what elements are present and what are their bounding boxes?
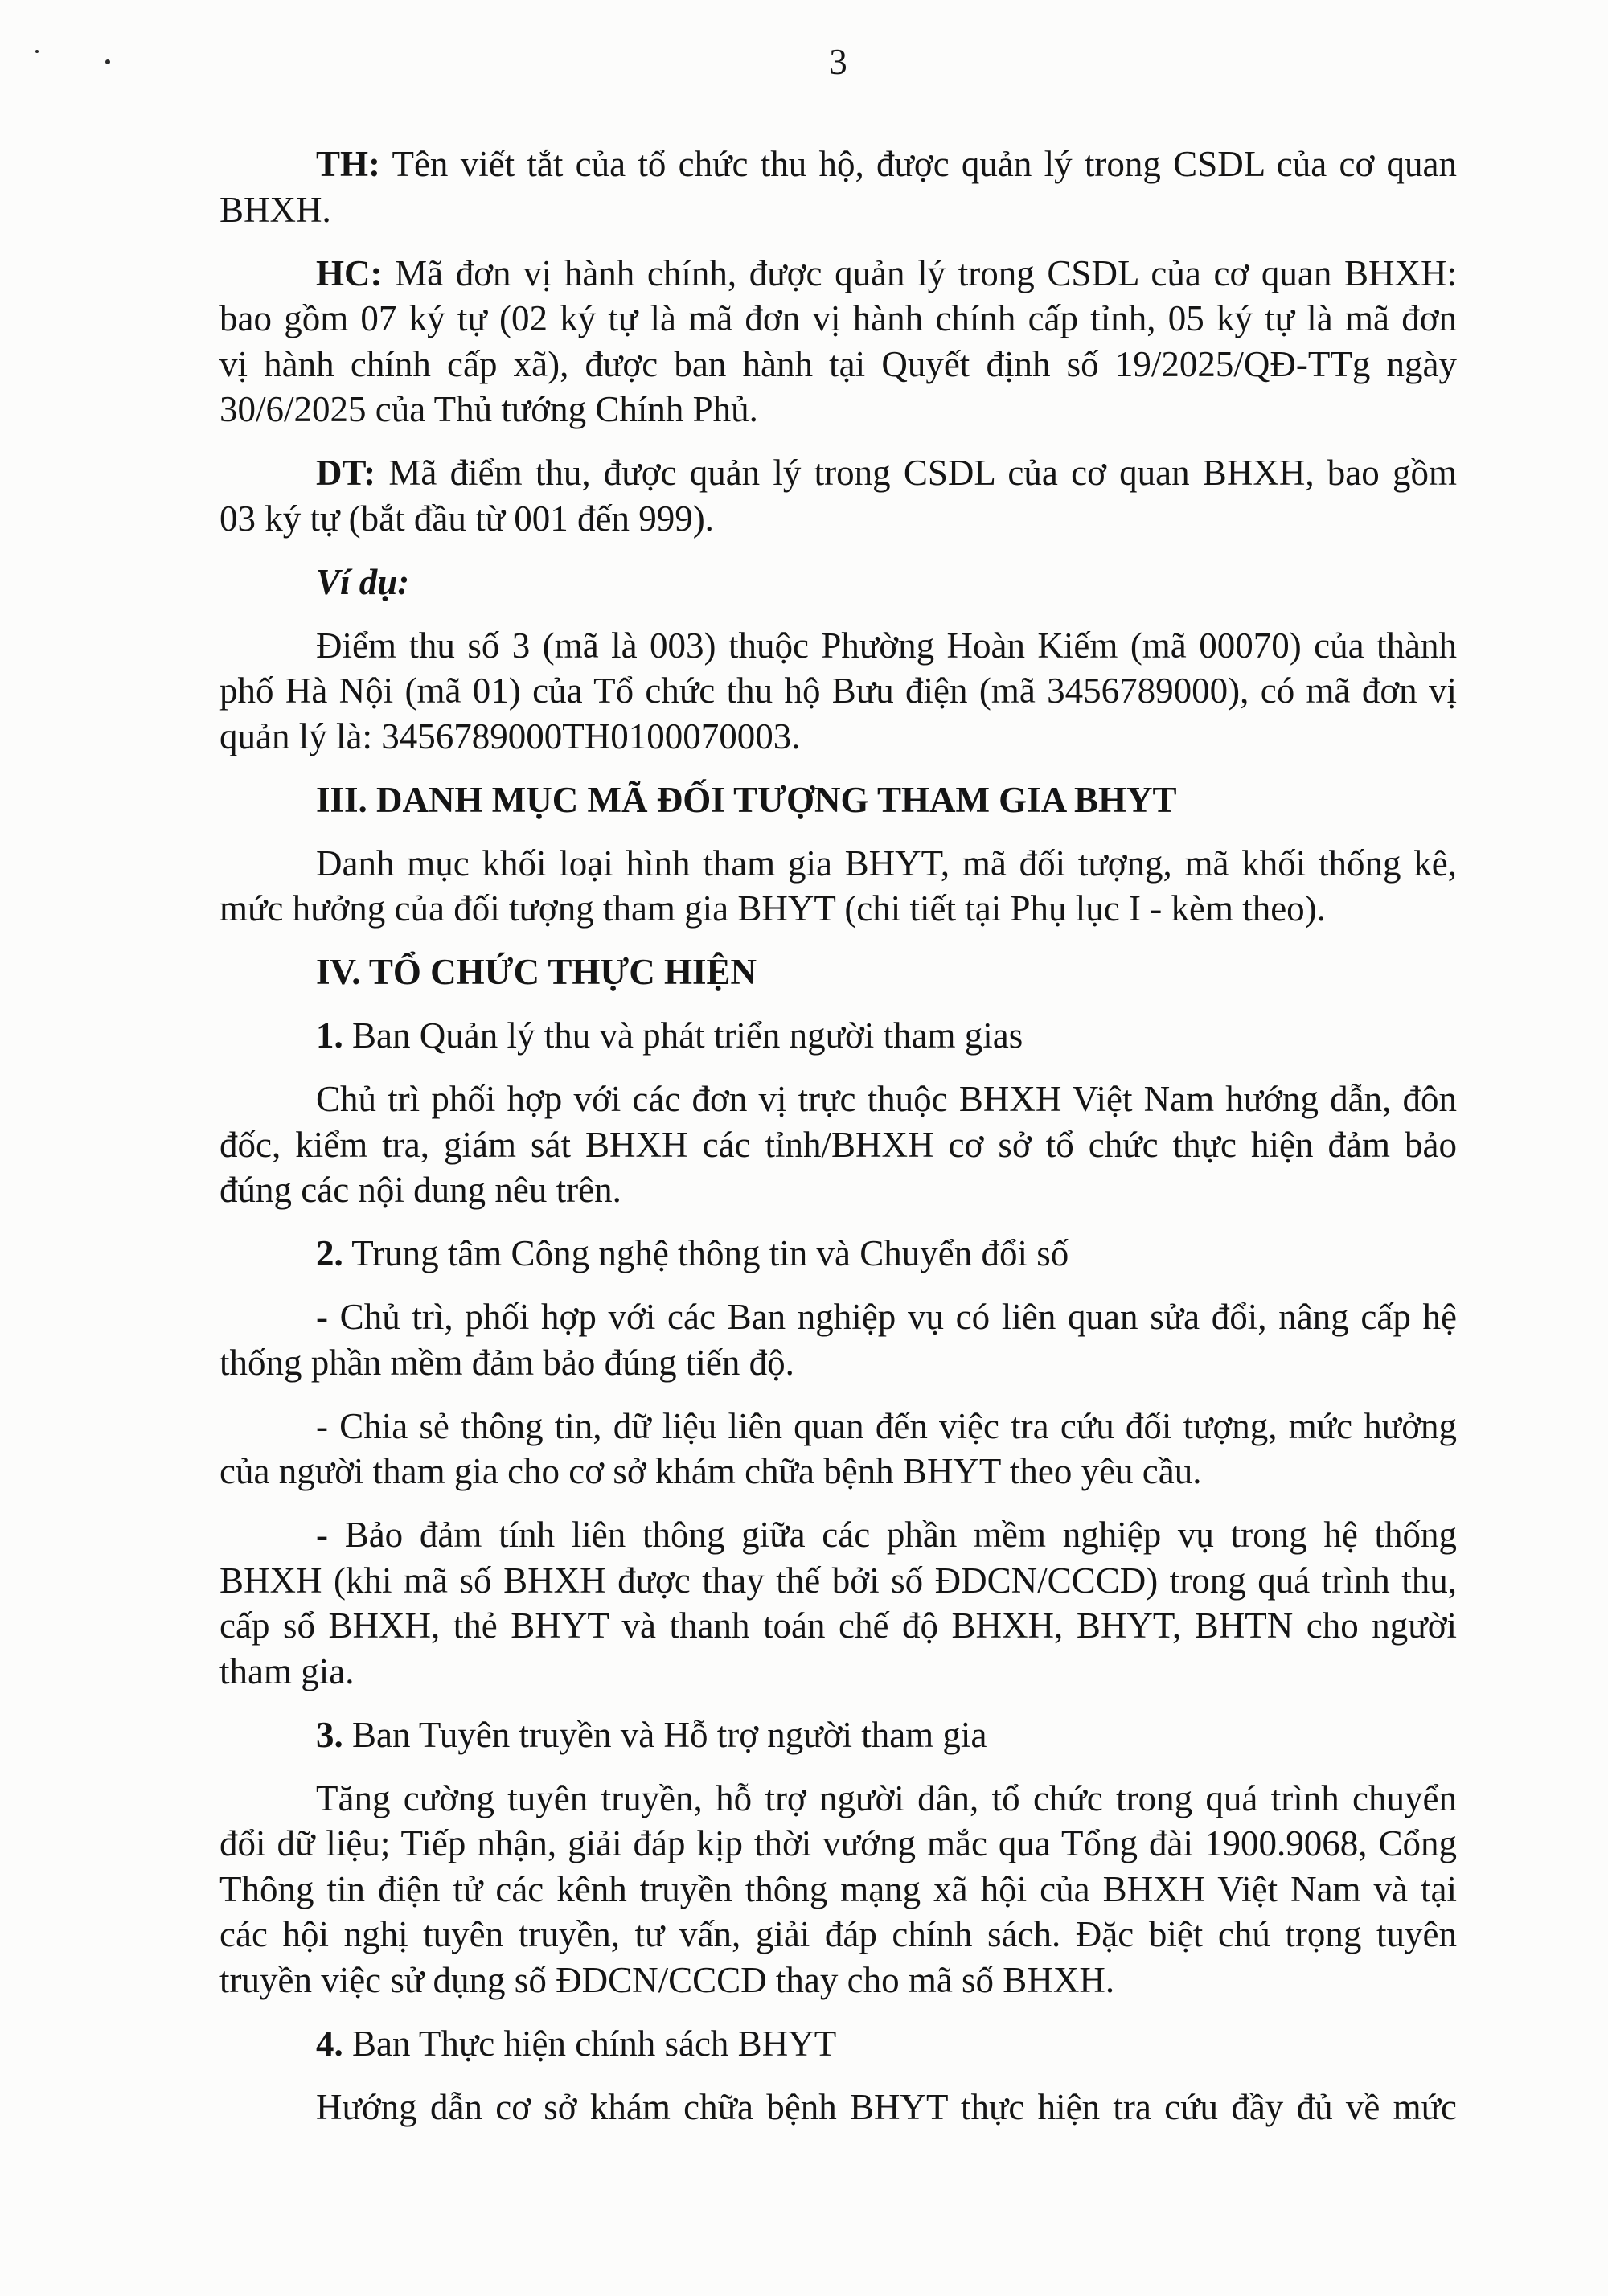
text-line: - Bảo đảm tính liên thông giữa các phần mềm nghiệp vụ trong hệ thống xyxy=(316,1515,1457,1555)
text-line: đổi dữ liệu; Tiếp nhận, giải đáp kịp thời vướng mắc qua Tổng đài 1900.9068, Cổng xyxy=(219,1823,1457,1863)
scan-speck xyxy=(35,50,39,53)
scan-speck xyxy=(105,59,110,64)
section-heading: III. DANH MỤC MÃ ĐỐI TƯỢNG THAM GIA BHYT xyxy=(316,779,1177,820)
text-line: - Chủ trì, phối hợp với các Ban nghiệp vụ có liên quan sửa đổi, nâng cấp hệ xyxy=(316,1297,1457,1337)
section-4-heading xyxy=(219,949,1457,995)
item-title: Ban Tuyên truyền và Hỗ trợ người tham gia xyxy=(352,1714,987,1755)
code-label: HC: xyxy=(316,252,383,293)
paragraph-example xyxy=(219,623,1457,760)
text-line: Tăng cường tuyên truyền, hỗ trợ người dân, tổ chức trong quá trình chuyển xyxy=(316,1777,1457,1818)
item-2-paragraph xyxy=(219,1294,1457,1385)
text-line: đốc, kiểm tra, giám sát BHXH các tỉnh/BHXH cơ sở tổ chức thực hiện đảm bảo xyxy=(219,1124,1457,1165)
text-line: vị hành chính cấp xã), được ban hành tại Quyết định số 19/2025/QĐ-TTg ngày xyxy=(219,343,1457,384)
text-line: BHXH (khi mã số BHXH được thay thế bởi số ĐDCN/CCCD) trong quá trình thu, xyxy=(219,1560,1457,1601)
example-heading: Ví dụ: xyxy=(316,561,410,602)
paragraph-th-definition xyxy=(219,141,1457,232)
text-line: mức hưởng của đối tượng tham gia BHYT (chi tiết tại Phụ lục I - kèm theo). xyxy=(219,888,1326,929)
item-number: 4. xyxy=(316,2023,343,2064)
item-title: Trung tâm Công nghệ thông tin và Chuyển đổi số xyxy=(351,1233,1069,1273)
text-line: tham gia. xyxy=(219,1650,355,1691)
item-title: Ban Quản lý thu và phát triển người tham gias xyxy=(352,1015,1023,1056)
text-line: 03 ký tự (bắt đầu từ 001 đến 999). xyxy=(219,498,714,539)
item-1-title xyxy=(219,1013,1457,1059)
item-number: 3. xyxy=(316,1714,343,1755)
text-line: quản lý là: 3456789000TH0100070003. xyxy=(219,715,801,756)
example-label xyxy=(219,560,1457,605)
text-line: Thông tin điện tử các kênh truyền thông mạng xã hội của BHXH Việt Nam và tại xyxy=(219,1868,1457,1909)
text-line: phố Hà Nội (mã 01) của Tổ chức thu hộ Bưu điện (mã 3456789000), có mã đơn vị xyxy=(219,670,1457,711)
item-4-paragraph xyxy=(219,2085,1457,2130)
item-heading xyxy=(219,1231,1457,1277)
text-line: của người tham gia cho cơ sở khám chữa bệnh BHYT theo yêu cầu. xyxy=(219,1451,1202,1491)
paragraph-dt-definition xyxy=(219,450,1457,541)
code-label: DT: xyxy=(316,453,376,493)
paragraph-section-3 xyxy=(219,841,1457,932)
text-line xyxy=(219,450,1457,496)
item-heading xyxy=(219,1712,1457,1758)
code-label: TH: xyxy=(316,144,381,184)
item-2-paragraph xyxy=(219,1512,1457,1694)
item-3-paragraph xyxy=(219,1776,1457,2003)
item-heading xyxy=(219,2021,1457,2067)
text-line: Hướng dẫn cơ sở khám chữa bệnh BHYT thực hiện tra cứu đầy đủ về mức xyxy=(316,2086,1457,2127)
line-text: Mã điểm thu, được quản lý trong CSDL của cơ quan BHXH, bao gồm xyxy=(388,453,1457,493)
text-line: 30/6/2025 của Thủ tướng Chính Phủ. xyxy=(219,389,758,429)
text-line: - Chia sẻ thông tin, dữ liệu liên quan đến việc tra cứu đối tượng, mức hưởng xyxy=(316,1405,1457,1446)
text-line: thống phần mềm đảm bảo đúng tiến độ. xyxy=(219,1342,794,1383)
section-heading: IV. TỔ CHỨC THỰC HIỆN xyxy=(316,952,757,992)
item-title: Ban Thực hiện chính sách BHYT xyxy=(352,2023,837,2064)
item-3-title xyxy=(219,1712,1457,1758)
text-line xyxy=(219,141,1457,187)
text-line: truyền việc sử dụng số ĐDCN/CCCD thay cho mã số BHXH. xyxy=(219,1959,1115,2000)
item-2-paragraph xyxy=(219,1404,1457,1494)
text-line: Điểm thu số 3 (mã là 003) thuộc Phường Hoàn Kiếm (mã 00070) của thành xyxy=(316,625,1457,666)
item-number: 1. xyxy=(316,1015,343,1056)
line-text: Mã đơn vị hành chính, được quản lý trong CSDL của cơ quan BHXH: xyxy=(395,252,1457,293)
text-line: Danh mục khối loại hình tham gia BHYT, mã đối tượng, mã khối thống kê, xyxy=(316,843,1457,884)
text-line: các hội nghị tuyên truyền, tư vấn, giải đáp chính sách. Đặc biệt chú trọng tuyên xyxy=(219,1914,1457,1954)
line-text: Tên viết tắt của tổ chức thu hộ, được quản lý trong CSDL của cơ quan xyxy=(392,144,1458,184)
text-line: bao gồm 07 ký tự (02 ký tự là mã đơn vị hành chính cấp tỉnh, 05 ký tự là mã đơn xyxy=(219,298,1457,338)
document-body xyxy=(219,141,1457,2130)
text-line: cấp sổ BHXH, thẻ BHYT và thanh toán chế độ BHXH, BHYT, BHTN cho người xyxy=(219,1605,1457,1646)
text-line: BHXH. xyxy=(219,189,331,230)
item-4-title xyxy=(219,2021,1457,2067)
item-heading xyxy=(219,1013,1457,1059)
item-1-paragraph xyxy=(219,1076,1457,1213)
paragraph-hc-definition xyxy=(219,251,1457,433)
item-2-title xyxy=(219,1231,1457,1277)
text-line xyxy=(219,251,1457,297)
item-number: 2. xyxy=(316,1233,343,1273)
page-number: 3 xyxy=(829,42,847,82)
text-line: đúng các nội dung nêu trên. xyxy=(219,1170,621,1210)
text-line: Chủ trì phối hợp với các đơn vị trực thuộc BHXH Việt Nam hướng dẫn, đôn xyxy=(316,1079,1457,1119)
section-3-heading xyxy=(219,777,1457,823)
